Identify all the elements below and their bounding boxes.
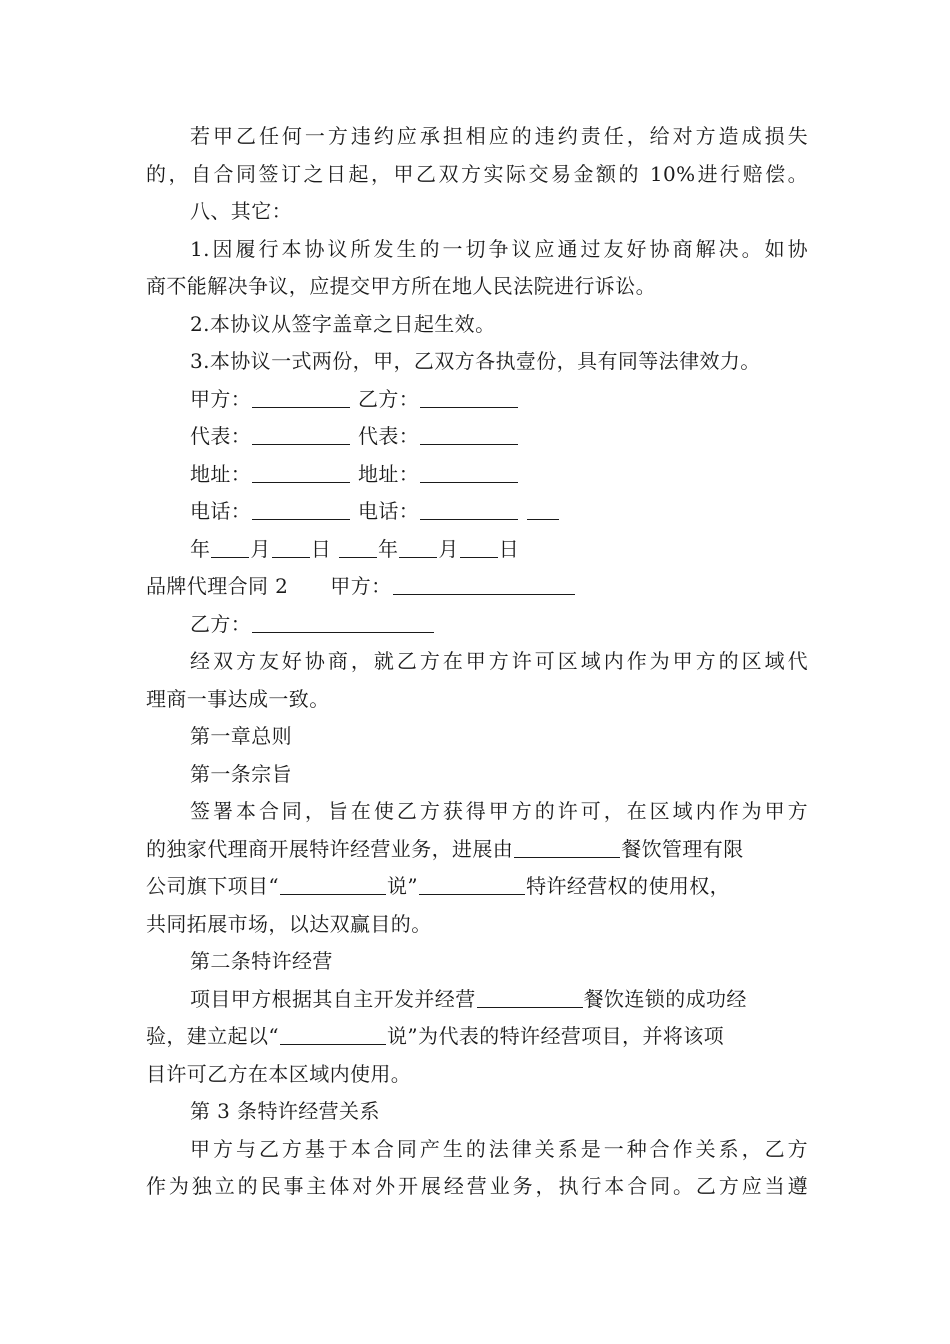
signature-party-row <box>146 381 808 419</box>
paragraph-line <box>146 868 808 906</box>
day-label: 日 <box>310 536 332 561</box>
text-span: 的独家代理商开展特许经营业务，进展由 <box>146 836 514 861</box>
contract-2-party-a-blank[interactable] <box>393 572 575 595</box>
text-span: 餐饮连锁的成功经 <box>583 986 747 1011</box>
month-label: 月 <box>250 536 271 561</box>
section-heading: 八、其它： <box>190 199 292 223</box>
rep-b-label: 代表： <box>357 424 420 448</box>
paragraph-line: 商不能解决争议，应提交甲方所在地人民法院进行诉讼。 <box>146 274 656 298</box>
rep-a-blank[interactable] <box>252 422 350 445</box>
rep-a-label: 代表： <box>190 424 252 448</box>
brand-blank[interactable] <box>280 1022 386 1045</box>
day-label-b: 日 <box>498 536 520 561</box>
paragraph-line: 2.本协议从签字盖章之日起生效。 <box>190 311 496 336</box>
text-span: 特许经营权的使用权， <box>526 874 731 898</box>
paragraph-line: 签署本合同，旨在使乙方获得甲方的许可，在区域内作为甲方 <box>190 799 808 823</box>
paragraph-line: 1.因履行本协议所发生的一切争议应通过友好协商解决。如协 <box>190 236 808 261</box>
contract-2-party-a-label: 甲方： <box>330 574 392 598</box>
contract-2-title: 品牌代理合同 2 <box>146 574 289 598</box>
paragraph-line: 作为独立的民事主体对外开展经营业务，执行本合同。乙方应当遵 <box>146 1174 808 1198</box>
article-heading: 第二条特许经营 <box>190 949 333 973</box>
signature-phone-row <box>146 493 808 531</box>
year-label-b: 年 <box>377 536 399 561</box>
project-extra-blank[interactable] <box>419 872 525 895</box>
text-span: 公司旗下项目“ <box>146 874 280 898</box>
month-label-b: 月 <box>438 536 459 561</box>
year-b-blank[interactable] <box>339 535 377 558</box>
address-b-label: 地址： <box>357 461 420 486</box>
signature-rep-row <box>146 418 808 456</box>
project-blank[interactable] <box>280 872 386 895</box>
text-span: 项目甲方根据其自主开发并经营 <box>190 986 476 1011</box>
contract-2-party-b-label: 乙方： <box>190 611 252 636</box>
text-span: 餐饮管理有限 <box>621 836 744 861</box>
paragraph-line: 甲方与乙方基于本合同产生的法律关系是一种合作关系，乙方 <box>190 1136 808 1161</box>
text-span: 验，建立起以“ <box>146 1024 280 1048</box>
paragraph-line <box>146 831 808 869</box>
phone-b-extra-blank[interactable] <box>527 497 559 520</box>
paragraph-line <box>146 1018 808 1056</box>
day-b-blank[interactable] <box>460 535 498 558</box>
paragraph-line <box>146 981 808 1019</box>
party-b-blank[interactable] <box>420 385 518 408</box>
month-b-blank[interactable] <box>399 535 437 558</box>
phone-a-blank[interactable] <box>252 497 350 520</box>
month-blank[interactable] <box>211 535 249 558</box>
contract-2-title-row <box>146 568 808 606</box>
chain-blank[interactable] <box>477 985 583 1008</box>
rep-b-blank[interactable] <box>420 422 518 445</box>
text-span: 说” <box>387 874 419 898</box>
article-heading: 第一条宗旨 <box>190 761 292 786</box>
signature-address-row <box>146 456 808 494</box>
text-span: 说”为代表的特许经营项目，并将该项 <box>387 1024 725 1048</box>
party-a-blank[interactable] <box>252 385 350 408</box>
paragraph-line: 目许可乙方在本区域内使用。 <box>146 1061 412 1086</box>
paragraph-line: 的，自合同签订之日起，甲乙双方实际交易金额的 10%进行赔偿。 <box>146 161 808 186</box>
contract-2-party-b-row <box>146 606 808 644</box>
signature-date-row <box>146 531 808 569</box>
year-label: 年 <box>190 536 211 561</box>
paragraph-line: 3.本协议一式两份，甲，乙双方各执壹份，具有同等法律效力。 <box>190 349 761 373</box>
chapter-heading: 第一章总则 <box>190 724 292 748</box>
party-b-label: 乙方： <box>357 386 420 411</box>
address-a-label: 地址： <box>190 461 252 486</box>
company-blank[interactable] <box>514 835 620 858</box>
phone-b-blank[interactable] <box>420 497 518 520</box>
day-blank[interactable] <box>272 535 310 558</box>
paragraph-line: 经双方友好协商，就乙方在甲方许可区域内作为甲方的区域代 <box>190 649 808 673</box>
address-a-blank[interactable] <box>252 460 350 483</box>
article-heading: 第 3 条特许经营关系 <box>190 1099 380 1123</box>
document-page <box>146 118 808 1206</box>
phone-b-label: 电话： <box>357 499 420 523</box>
address-b-blank[interactable] <box>420 460 518 483</box>
phone-a-label: 电话： <box>190 499 252 523</box>
paragraph-line: 若甲乙任何一方违约应承担相应的违约责任，给对方造成损失 <box>190 124 808 148</box>
paragraph-line: 理商一事达成一致。 <box>146 686 330 711</box>
contract-2-party-b-blank[interactable] <box>252 610 434 633</box>
paragraph-line: 共同拓展市场，以达双赢目的。 <box>146 911 432 936</box>
party-a-label: 甲方： <box>190 386 252 411</box>
